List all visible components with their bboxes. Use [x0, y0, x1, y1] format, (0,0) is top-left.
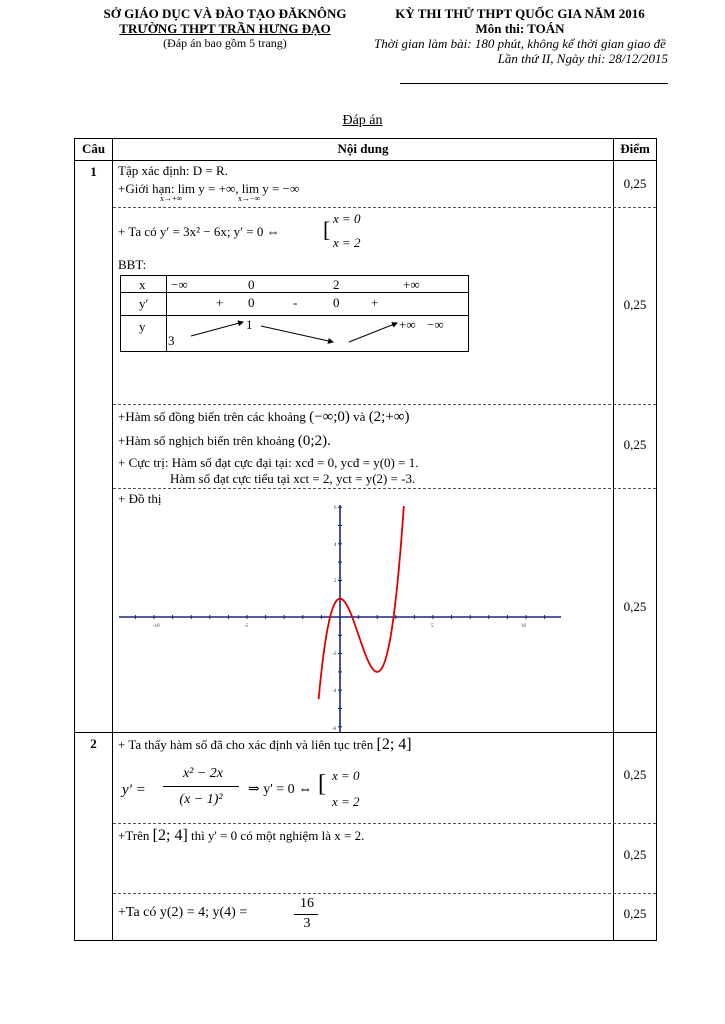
bbt-x-val: +∞	[403, 277, 420, 292]
extrema-min: Hàm số đạt cực tiểu tại xct = 2, yct = y(2) = -3.	[170, 471, 416, 486]
y-tick-label: -4	[332, 689, 337, 694]
arrow-up	[349, 323, 397, 342]
bbt-x-val: 0	[248, 277, 255, 292]
header-rule	[400, 83, 668, 84]
and-word: và	[353, 409, 366, 424]
page-title: Đáp án	[342, 113, 383, 128]
col-header-cau: Câu	[81, 141, 106, 156]
exam-name: KỲ THI THỬ THPT QUỐC GIA NĂM 2016	[395, 6, 645, 21]
table-header-bottom	[74, 160, 657, 161]
deriv-denominator: (x − 1)²	[179, 792, 223, 807]
y-tick-label: -6	[332, 727, 337, 732]
bbt-arrows	[121, 276, 468, 351]
row-separator	[113, 207, 656, 208]
monotone-decrease-text: +Hàm số nghịch biến trên khoảng	[118, 433, 295, 448]
limits-prefix: +Giới hạn:	[118, 181, 175, 196]
cubic-curve	[319, 506, 404, 699]
bbt-y-val: +∞	[399, 317, 416, 332]
y-tick-label: -2	[332, 652, 337, 657]
root-1: x = 0	[333, 211, 361, 226]
frac-denominator: 3	[303, 916, 311, 931]
q2-line3-prefix: +Trên	[118, 828, 150, 843]
question-number: 2	[90, 736, 97, 751]
pages-note: (Đáp án bao gồm 5 trang)	[163, 36, 287, 50]
derivative-line: + Ta có y′ = 3x² − 6x; y′ = 0 ⇔	[118, 224, 280, 239]
score: 0,25	[623, 906, 647, 921]
row-separator	[113, 404, 656, 405]
root-2: x = 2	[332, 794, 360, 809]
row-separator	[113, 823, 656, 824]
score: 0,25	[623, 599, 647, 614]
table-bottom	[74, 940, 657, 941]
monotone-increase-text: +Hàm số đồng biến trên các khoảng	[118, 409, 306, 424]
bbt-yp-val: 0	[333, 295, 340, 310]
function-graph	[113, 500, 573, 732]
root-2: x = 2	[333, 235, 361, 250]
monotone-increase	[118, 409, 410, 425]
bbt-yp-label: y′	[139, 296, 149, 311]
col-header-score: Điểm	[620, 141, 650, 156]
frac-numerator: 16	[300, 896, 314, 911]
subject: Môn thi: TOÁN	[475, 21, 565, 36]
q2-line3	[118, 828, 364, 844]
school-name: TRƯỜNG THPT TRẦN HƯNG ĐẠO	[119, 21, 331, 36]
monotone-decrease	[118, 433, 331, 449]
score: 0,25	[623, 297, 647, 312]
exam-attempt: Lần thứ II, Ngày thi: 28/12/2015	[497, 51, 668, 66]
x-tick-label: -10	[153, 624, 160, 629]
bbt-y-val: −∞	[427, 317, 444, 332]
bbt-yp-val: 0	[248, 295, 255, 310]
bbt-label: BBT:	[118, 257, 147, 272]
graph-label: + Đồ thị	[118, 491, 162, 506]
bbt-yp-val: +	[371, 295, 379, 310]
arrow-down	[261, 326, 333, 342]
domain-line: Tập xác định: D = R.	[118, 163, 228, 178]
y-tick-label: 2	[334, 579, 337, 584]
y-tick-label: 4	[334, 543, 337, 548]
lim-sub-2: x→−∞	[238, 194, 261, 203]
limits-line	[118, 181, 299, 197]
score: 0,25	[623, 767, 647, 782]
x-tick-label: 5	[431, 624, 434, 629]
interval: (2;+∞)	[368, 409, 410, 425]
interval: [2; 4]	[152, 827, 188, 844]
dept-name: SỞ GIÁO DỤC VÀ ĐÀO TẠO ĐĂKNÔNG	[103, 6, 347, 21]
deriv-rhs: ⇒ y' = 0 ⇔	[248, 782, 313, 797]
bbt-y-val: 3	[168, 333, 175, 348]
arrow-up	[191, 322, 243, 336]
q-separator	[74, 732, 657, 733]
fraction-bar	[163, 786, 239, 787]
interval: (0;2).	[297, 433, 331, 449]
y-tick-label: 6	[334, 506, 337, 511]
fraction-bar	[294, 914, 318, 915]
score: 0,25	[623, 847, 647, 862]
score: 0,25	[623, 176, 647, 191]
interval: (−∞;0)	[309, 409, 350, 425]
interval: [2; 4]	[376, 736, 412, 753]
deriv-lhs: y' =	[122, 782, 146, 798]
q2-line1-text: + Ta thấy hàm số đã cho xác định và liên tục trên	[118, 737, 374, 752]
table-top	[74, 138, 657, 139]
limits-expr: lim y = +∞, lim y = −∞	[177, 181, 300, 196]
bbt-yp-val: +	[216, 295, 224, 310]
deriv-numerator: x² − 2x	[182, 766, 224, 781]
row-separator	[113, 488, 656, 489]
bbt-y-val: 1	[246, 317, 253, 332]
extrema-max: + Cực trị: Hàm số đạt cực đại tại: xcđ = 0, ycđ = y(0) = 1.	[118, 455, 419, 470]
table-right	[656, 138, 657, 940]
variation-table	[120, 275, 469, 352]
x-tick-label: 10	[521, 624, 526, 629]
bbt-yp-val: -	[293, 295, 298, 310]
bracket: [	[323, 217, 331, 242]
q2-line1	[118, 737, 412, 753]
header-right	[360, 6, 680, 66]
table-left	[74, 138, 75, 940]
bbt-x-label: x	[139, 277, 146, 292]
q2-line3-text: thì y' = 0 có một nghiệm là x = 2.	[191, 828, 365, 843]
root-1: x = 0	[332, 768, 360, 783]
bbt-x-val: −∞	[171, 277, 188, 292]
bbt-x-val: 2	[333, 277, 340, 292]
row-separator	[113, 893, 656, 894]
question-number: 1	[90, 164, 97, 179]
header-left	[80, 6, 370, 51]
x-tick-label: -5	[244, 624, 249, 629]
exam-time: Thời gian làm bài: 180 phút, không kể thời gian giao đề	[374, 36, 666, 51]
q2-line4: +Ta có y(2) = 4; y(4) =	[118, 905, 248, 920]
score: 0,25	[623, 437, 647, 452]
col-header-content: Nội dung	[337, 141, 389, 156]
bracket: [	[318, 771, 326, 797]
bbt-y-label: y	[139, 319, 146, 334]
table-col2	[613, 138, 614, 940]
lim-sub-1: x→+∞	[160, 194, 183, 203]
